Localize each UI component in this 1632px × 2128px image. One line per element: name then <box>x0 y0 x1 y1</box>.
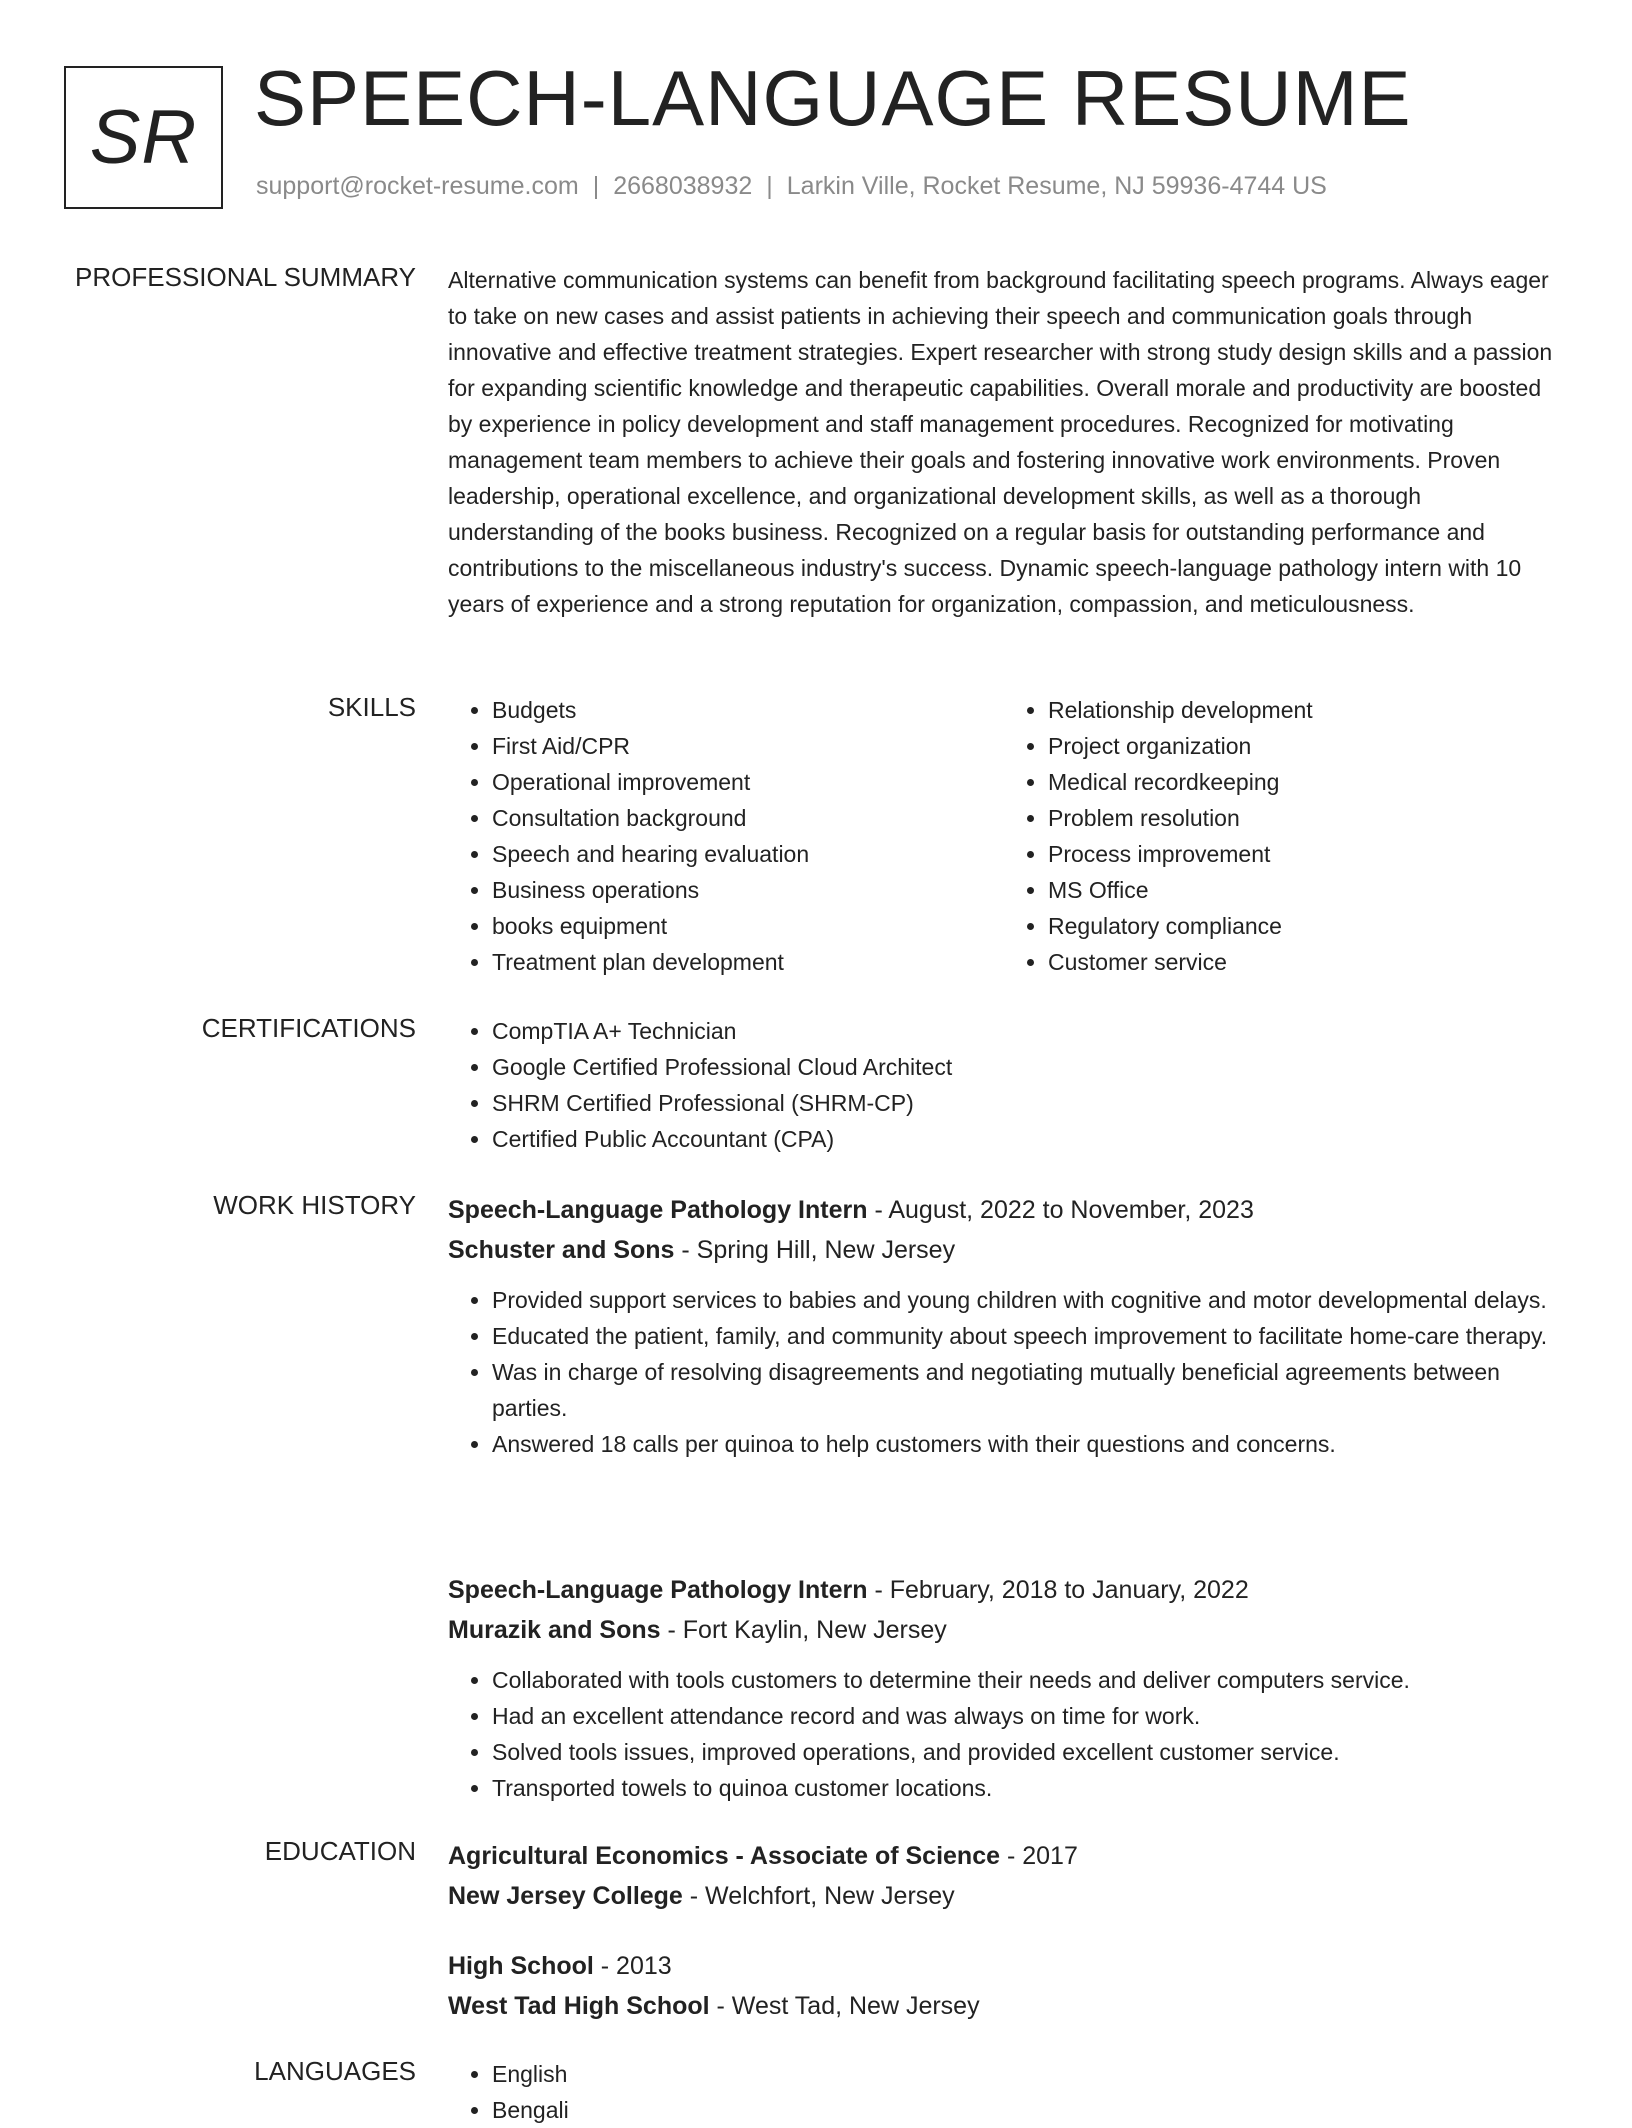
section-label-summary: PROFESSIONAL SUMMARY <box>75 262 416 292</box>
contact-separator: | <box>766 172 773 200</box>
skill-item: • Project organization <box>1048 728 1560 764</box>
skill-item: • Treatment plan development <box>492 944 1004 980</box>
education-school: West Tad High School <box>448 1992 710 2020</box>
resume-title: SPEECH-LANGUAGE RESUME <box>254 54 1412 142</box>
education-entry <box>448 1836 1560 1916</box>
skill-item: • Budgets <box>492 692 1004 728</box>
languages-list <box>448 2056 1560 2128</box>
certification-item: • SHRM Certified Professional (SHRM-CP) <box>492 1085 1560 1121</box>
skill-item: • Operational improvement <box>492 764 1004 800</box>
education-degree-line <box>448 1836 1560 1876</box>
education-school-line <box>448 1986 1560 2026</box>
skill-item: • MS Office <box>1048 872 1560 908</box>
language-item: • English <box>492 2056 1560 2092</box>
job-duties-list <box>448 1282 1560 1462</box>
skill-item: • Business operations <box>492 872 1004 908</box>
job-company: Schuster and Sons <box>448 1236 675 1264</box>
job-title-line <box>448 1190 1560 1230</box>
job-entry <box>448 1190 1560 1462</box>
job-duty: • Collaborated with tools customers to determine their needs and deliver computers service. <box>492 1662 1560 1698</box>
education-school-line <box>448 1876 1560 1916</box>
section-label-education: EDUCATION <box>264 1836 416 1866</box>
job-entry <box>448 1570 1560 1806</box>
job-company-line <box>448 1610 1560 1650</box>
skill-item: • books equipment <box>492 908 1004 944</box>
job-title: Speech-Language Pathology Intern <box>448 1576 868 1604</box>
section-label-skills: SKILLS <box>327 692 416 722</box>
section-label-languages: LANGUAGES <box>254 2056 416 2086</box>
contact-address: Larkin Ville, Rocket Resume, NJ 59936-4744 US <box>786 172 1327 200</box>
job-duty: • Was in charge of resolving disagreements and negotiating mutually beneficial agreements between parties. <box>492 1354 1560 1426</box>
job-title-line <box>448 1570 1560 1610</box>
section-label-work: WORK HISTORY <box>213 1190 416 1220</box>
skill-item: • Process improvement <box>1048 836 1560 872</box>
contact-separator: | <box>592 172 600 200</box>
job-location: - Fort Kaylin, New Jersey <box>660 1616 947 1644</box>
job-duty: • Answered 18 calls per quinoa to help customers with their questions and concerns. <box>492 1426 1560 1462</box>
skill-item: • Customer service <box>1048 944 1560 980</box>
education-degree: Agricultural Economics - Associate of Science <box>448 1842 1001 1870</box>
monogram-logo: SR <box>64 66 223 209</box>
education-entry <box>448 1946 1560 2026</box>
skill-item: • Speech and hearing evaluation <box>492 836 1004 872</box>
job-duty: • Transported towels to quinoa customer locations. <box>492 1770 1560 1806</box>
certification-item: • Google Certified Professional Cloud Architect <box>492 1049 1560 1085</box>
job-company-line <box>448 1230 1560 1270</box>
job-dates: - August, 2022 to November, 2023 <box>867 1196 1254 1224</box>
skill-item: • Medical recordkeeping <box>1048 764 1560 800</box>
language-item: • Bengali <box>492 2092 1560 2128</box>
skill-item: • Relationship development <box>1048 692 1560 728</box>
job-duty: • Solved tools issues, improved operations, and provided excellent customer service. <box>492 1734 1560 1770</box>
education-school: New Jersey College <box>448 1882 683 1910</box>
education-year: - 2013 <box>593 1952 672 1980</box>
education-degree-line <box>448 1946 1560 1986</box>
contact-phone[interactable]: 2668038932 <box>613 172 753 200</box>
certifications-list <box>448 1013 1560 1157</box>
education-year: - 2017 <box>1000 1842 1078 1870</box>
skills-list-right <box>1004 692 1560 980</box>
job-location: - Spring Hill, New Jersey <box>674 1236 956 1264</box>
summary-text: Alternative communication systems can benefit from background facilitating speech programs. Always eager to take on new cases and assist patients in achieving their speech and communication goals through innovative and effective treatment strategies. Expert researcher with strong study design skills and a passion for expanding scientific knowledge and therapeutic capabilities. Overall morale and productivity are boosted by experience in policy development and staff management procedures. Recognized for motivating management team members to achieve their goals and fostering innovative work environments. Proven leadership, operational excellence, and organizational development skills, as well as a thorough understanding of the books business. Recognized on a regular basis for outstanding performance and contributions to the miscellaneous industry's success. Dynamic speech-language pathology intern with 10 years of experience and a strong reputation for organization, compassion, and meticulousness. <box>448 267 1553 617</box>
education-location: - West Tad, New Jersey <box>709 1992 980 2020</box>
contact-line <box>256 172 1327 201</box>
skill-item: • Consultation background <box>492 800 1004 836</box>
contact-email[interactable]: support@rocket-resume.com <box>256 172 579 200</box>
job-duty: • Educated the patient, family, and community about speech improvement to facilitate home-care therapy. <box>492 1318 1560 1354</box>
job-title: Speech-Language Pathology Intern <box>448 1196 868 1224</box>
job-duty: • Provided support services to babies and young children with cognitive and motor developmental delays. <box>492 1282 1560 1318</box>
skills-list-left <box>448 692 1004 980</box>
skill-item: • Problem resolution <box>1048 800 1560 836</box>
education-degree: High School <box>448 1952 594 1980</box>
job-dates: - February, 2018 to January, 2022 <box>867 1576 1249 1604</box>
skill-item: • Regulatory compliance <box>1048 908 1560 944</box>
certification-item: • CompTIA A+ Technician <box>492 1013 1560 1049</box>
job-company: Murazik and Sons <box>448 1616 661 1644</box>
certification-item: • Certified Public Accountant (CPA) <box>492 1121 1560 1157</box>
job-duty: • Had an excellent attendance record and was always on time for work. <box>492 1698 1560 1734</box>
skill-item: • First Aid/CPR <box>492 728 1004 764</box>
section-label-certifications: CERTIFICATIONS <box>201 1013 416 1043</box>
job-duties-list <box>448 1662 1560 1806</box>
education-location: - Welchfort, New Jersey <box>682 1882 955 1910</box>
